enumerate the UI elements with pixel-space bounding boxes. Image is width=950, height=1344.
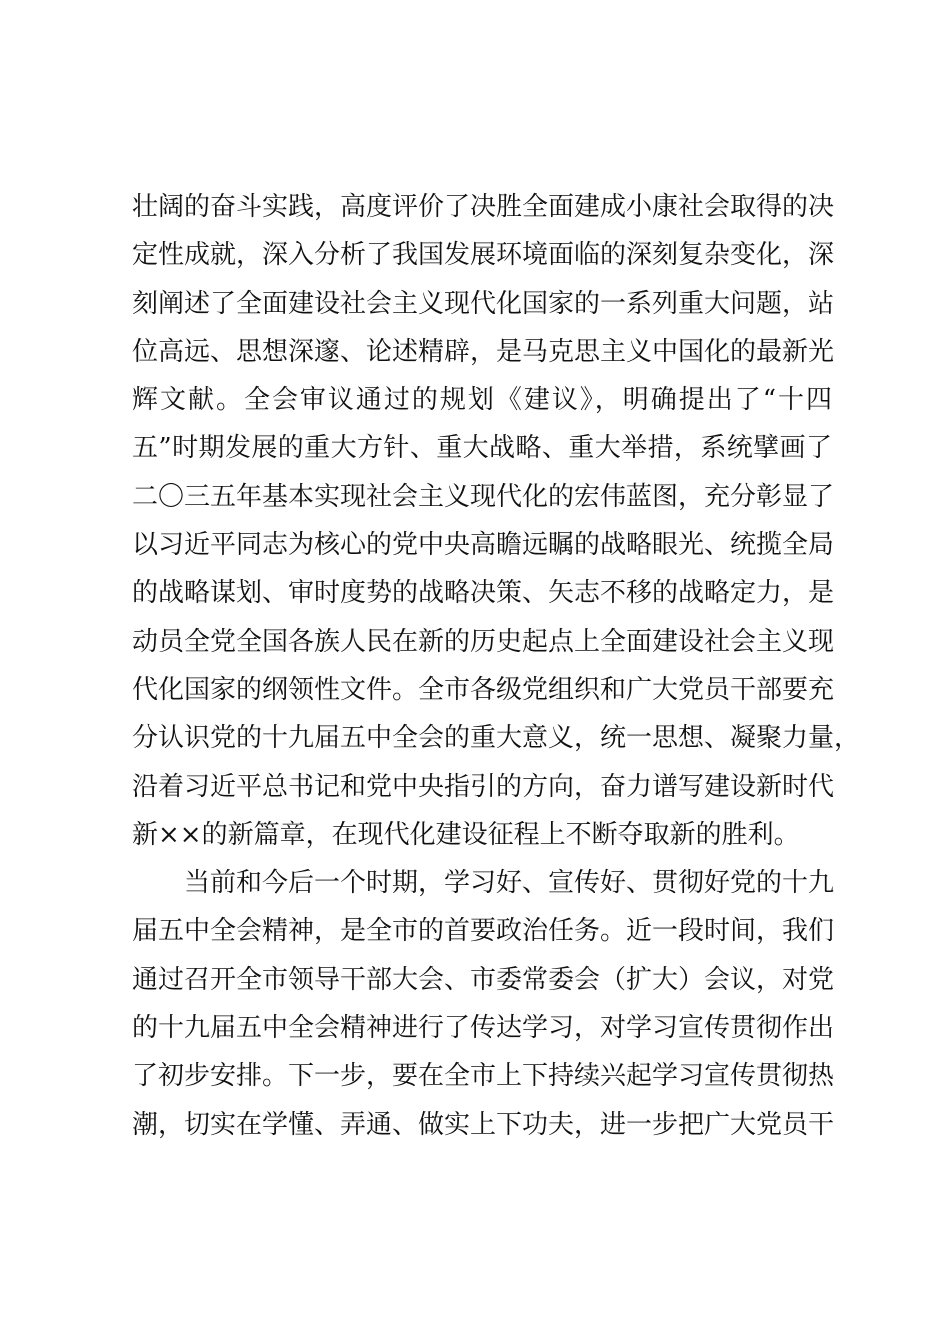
- text-line: 动员全党全国各族人民在新的历史起点上全面建设社会主义现: [132, 626, 835, 657]
- text-line: 了初步安排。下一步，要在全市上下持续兴起学习宣传贯彻热: [132, 1061, 835, 1092]
- text-line: 的十九届五中全会精神进行了传达学习，对学习宣传贯彻作出: [132, 1013, 835, 1044]
- text-line: 的战略谋划、审时度势的战略决策、矢志不移的战略定力，是: [132, 578, 835, 609]
- text-line: 定性成就，深入分析了我国发展环境面临的深刻复杂变化，深: [132, 240, 835, 271]
- text-line: 位高远、思想深邃、论述精辟，是马克思主义中国化的最新光: [132, 336, 835, 367]
- text-line: 新××的新篇章，在现代化建设征程上不断夺取新的胜利。: [132, 819, 800, 850]
- text-line: 分认识党的十九届五中全会的重大意义，统一思想、凝聚力量，: [132, 723, 861, 754]
- text-line: 刻阐述了全面建设社会主义现代化国家的一系列重大问题，站: [132, 288, 835, 319]
- text-line: 届五中全会精神，是全市的首要政治任务。近一段时间，我们: [132, 916, 835, 947]
- text-line: 潮，切实在学懂、弄通、做实上下功夫，进一步把广大党员干: [132, 1109, 835, 1140]
- text-line: 通过召开全市领导干部大会、市委常委会（扩大）会议，对党: [132, 964, 835, 995]
- text-line: 壮阔的奋斗实践，高度评价了决胜全面建成小康社会取得的决: [132, 192, 835, 222]
- text-line: 二〇三五年基本实现社会主义现代化的宏伟蓝图，充分彰显了: [132, 481, 835, 512]
- document-body: [132, 183, 861, 1149]
- text-line: 当前和今后一个时期，学习好、宣传好、贯彻好党的十九: [184, 868, 835, 899]
- text-line: 辉文献。全会审议通过的规划《建议》，明确提出了“十四: [132, 385, 832, 416]
- text-line: 五”时期发展的重大方针、重大战略、重大举措，系统擘画了: [132, 433, 832, 464]
- text-line: 沿着习近平总书记和党中央指引的方向，奋力谱写建设新时代: [132, 771, 835, 802]
- text-line: 以习近平同志为核心的党中央高瞻远瞩的战略眼光、统揽全局: [132, 530, 835, 561]
- text-line: 代化国家的纲领性文件。全市各级党组织和广大党员干部要充: [132, 674, 835, 705]
